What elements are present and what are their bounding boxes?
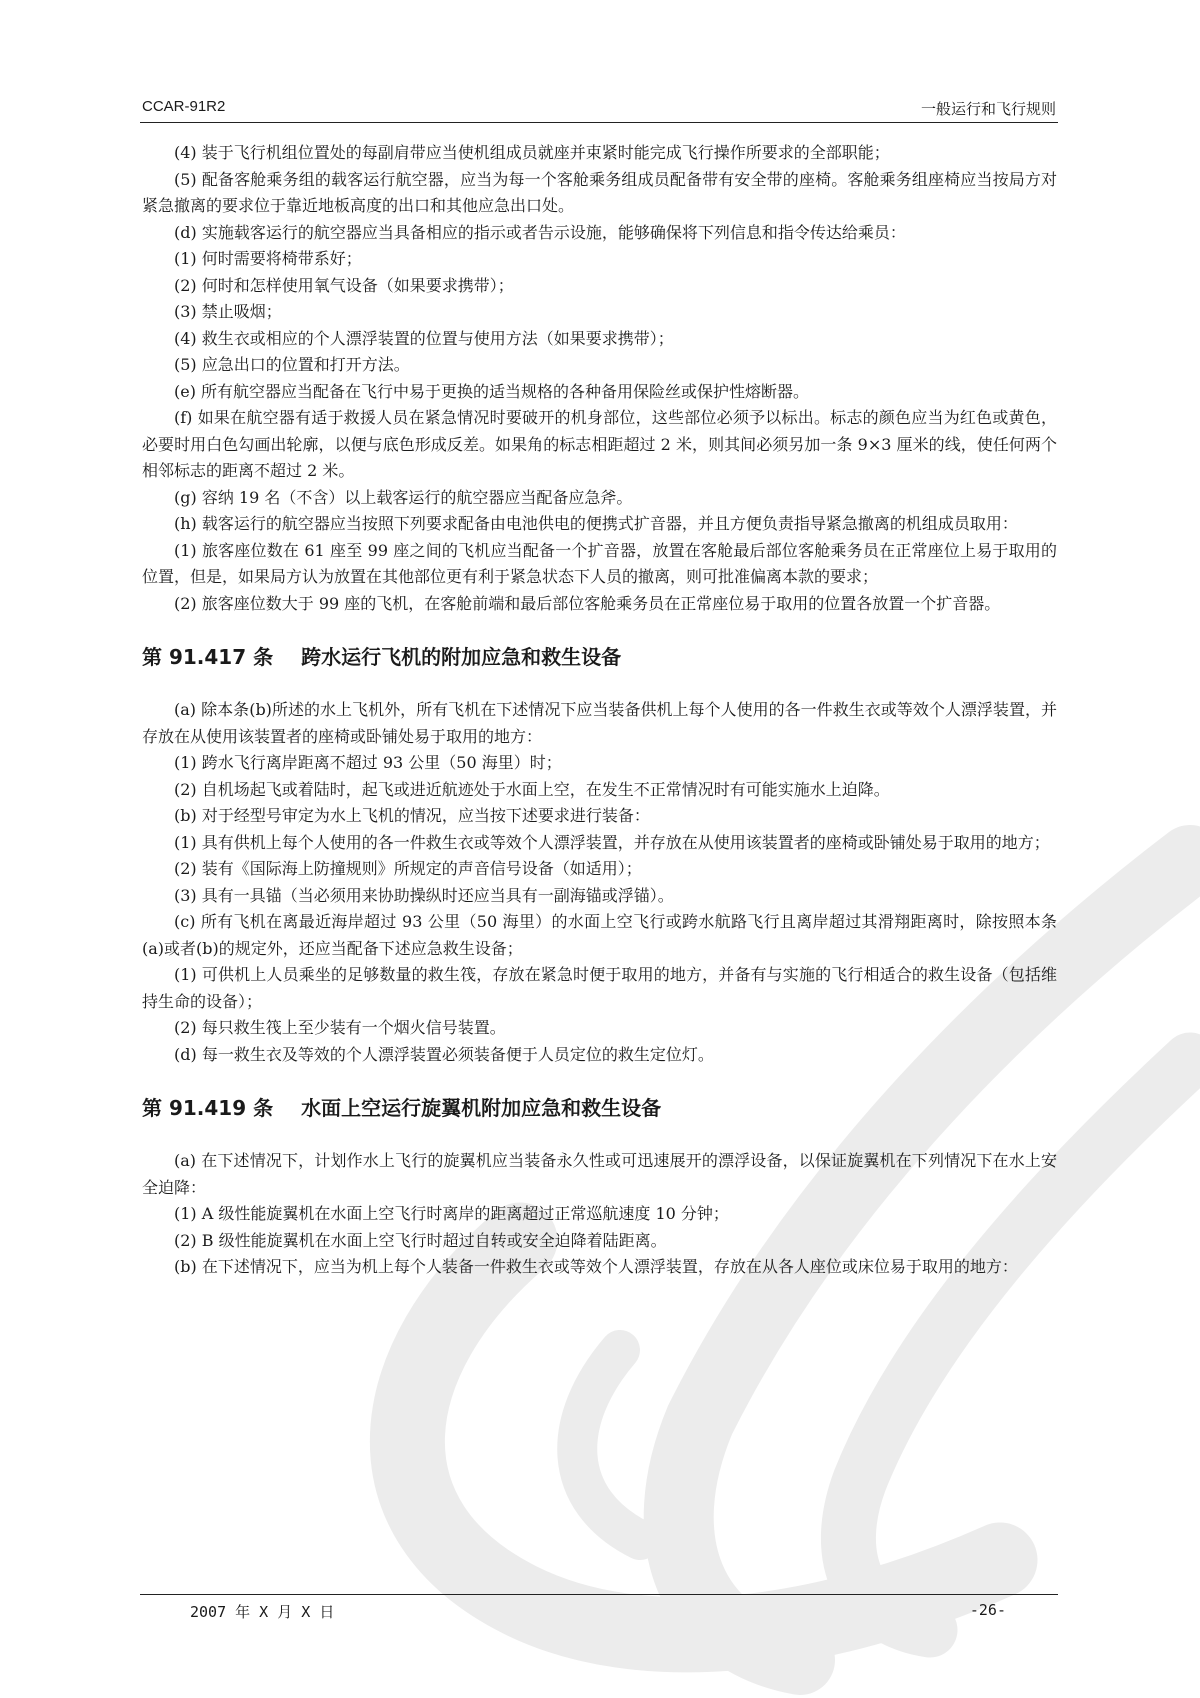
paragraph: (2) 自机场起飞或着陆时，起飞或进近航迹处于水面上空，在发生不正常情况时有可能实施水上迫降。 [174,779,890,799]
paragraph: (a) 除本条(b)所述的水上飞机外，所有飞机在下述情况下应当装备供机上每个人使用的各一件救生衣或等效个人漂浮装置，并存放在从使用该装置者的座椅或卧铺处易于取用的地方： [142,700,1057,746]
paragraph: (a) 在下述情况下，计划作水上飞行的旋翼机应当装备永久性或可迅速展开的漂浮设备，以保证旋翼机在下列情况下在水上安全迫降： [142,1151,1057,1197]
paragraph: (d) 实施载客运行的航空器应当具备相应的指示或者告示设施，能够确保将下列信息和指令传达给乘员： [174,222,906,242]
section-number: 第 91.419 条 [142,1096,274,1120]
paragraph: (g) 容纳 19 名（不含）以上载客运行的航空器应当配备应急斧。 [174,487,633,507]
paragraph: (1) 旅客座位数在 61 座至 99 座之间的飞机应当配备一个扩音器，放置在客舱最后部位客舱乘务员在正常座位上易于取用的位置，但是，如果局方认为放置在其他部位更有利于紧急状态下人员的撤离，则可批准偏离本款的要求； [142,540,1057,586]
paragraph: (5) 应急出口的位置和打开方法。 [174,355,410,374]
section-heading-91-417 [142,643,1057,671]
paragraph: (3) 具有一具锚（当必须用来协助操纵时还应当具有一副海锚或浮锚）。 [174,885,674,905]
section-title: 水面上空运行旋翼机附加应急和救生设备 [301,1096,662,1120]
paragraph: (5) 配备客舱乘务组的载客运行航空器，应当为每一个客舱乘务组成员配备带有安全带的座椅。客舱乘务组座椅应当按局方对紧急撤离的要求位于靠近地板高度的出口和其他应急出口处。 [142,169,1057,215]
paragraph: (1) 跨水飞行离岸距离不超过 93 公里（50 海里）时； [174,753,562,772]
paragraph: (1) 何时需要将椅带系好； [174,249,362,268]
paragraph: (2) 旅客座位数大于 99 座的飞机，在客舱前端和最后部位客舱乘务员在正常座位易于取用的位置各放置一个扩音器。 [174,593,1001,613]
page-header [140,96,1058,123]
paragraph: (2) 装有《国际海上防撞规则》所规定的声音信号设备（如适用）； [174,859,642,878]
paragraph: (e) 所有航空器应当配备在飞行中易于更换的适当规格的各种备用保险丝或保护性熔断器。 [174,381,810,401]
page-body [142,140,1057,1281]
page-footer [140,1594,1058,1621]
section-heading-91-419 [142,1094,1057,1122]
paragraph: (1) 可供机上人员乘坐的足够数量的救生筏，存放在紧急时便于取用的地方，并备有与实施的飞行相适合的救生设备（包括维持生命的设备）； [142,965,1057,1011]
paragraph: (1) 具有供机上每个人使用的各一件救生衣或等效个人漂浮装置，并存放在从使用该装置者的座椅或卧铺处易于取用的地方； [174,832,1050,852]
paragraph: (d) 每一救生衣及等效的个人漂浮装置必须装备便于人员定位的救生定位灯。 [174,1044,714,1064]
paragraph: (f) 如果在航空器有适于救援人员在紧急情况时要破开的机身部位，这些部位必须予以标出。标志的颜色应当为红色或黄色，必要时用白色勾画出轮廓，以便与底色形成反差。如果角的标志相距超过 2 米，则其间必须另加一条 9×3 厘米的线，使任何两个相邻标志的距离不超过 2 米。 [142,408,1057,480]
footer-date: 2007 年 X 月 X 日 [190,1603,335,1621]
paragraph: (h) 载客运行的航空器应当按照下列要求配备由电池供电的便携式扩音器，并且方便负责指导紧急撤离的机组成员取用： [174,514,1018,533]
paragraph: (4) 装于飞行机组位置处的每副肩带应当使机组成员就座并束紧时能完成飞行操作所要求的全部职能； [174,143,890,162]
paragraph: (3) 禁止吸烟； [174,302,282,321]
paragraph: (4) 救生衣或相应的个人漂浮装置的位置与使用方法（如果要求携带）； [174,328,674,348]
paragraph: (2) 何时和怎样使用氧气设备（如果要求携带）； [174,275,514,295]
paragraph: (2) B 级性能旋翼机在水面上空飞行时超过自转或安全迫降着陆距离。 [174,1230,667,1250]
paragraph: (1) A 级性能旋翼机在水面上空飞行时离岸的距离超过正常巡航速度 10 分钟； [174,1204,729,1223]
section-number: 第 91.417 条 [142,645,274,669]
paragraph: (c) 所有飞机在离最近海岸超过 93 公里（50 海里）的水面上空飞行或跨水航路飞行且离岸超过其滑翔距离时，除按照本条(a)或者(b)的规定外，还应当配备下述应急救生设备； [142,912,1057,958]
document-code: CCAR-91R2 [142,98,226,115]
page-number: -26- [969,1601,1006,1619]
section-title: 跨水运行飞机的附加应急和救生设备 [301,645,622,669]
paragraph: (b) 对于经型号审定为水上飞机的情况，应当按下述要求进行装备： [174,806,650,825]
paragraph: (2) 每只救生筏上至少装有一个烟火信号装置。 [174,1018,506,1037]
paragraph: (b) 在下述情况下，应当为机上每个人装备一件救生衣或等效个人漂浮装置，存放在从各人座位或床位易于取用的地方： [174,1257,1018,1276]
header-title: 一般运行和飞行规则 [920,100,1056,118]
